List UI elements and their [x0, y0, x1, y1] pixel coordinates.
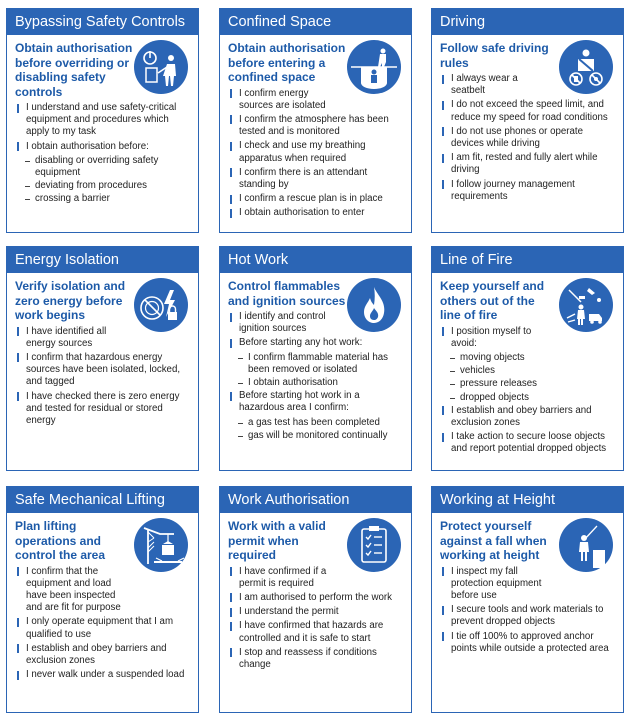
- rule-sub-item: crossing a barrier: [15, 193, 190, 205]
- rule-item: I only operate equipment that I am qualified to use: [15, 616, 190, 640]
- rule-card: [431, 246, 624, 471]
- card-subtitle: Plan lifting operations and control the area: [15, 519, 106, 562]
- rule-card: [219, 246, 412, 471]
- card-title: Work Authorisation: [220, 487, 411, 513]
- rule-item: I have confirmed if a permit is required: [228, 566, 341, 590]
- rule-item: I confirm energy sources are isolated: [228, 88, 341, 112]
- rule-item: I understand the permit: [228, 606, 403, 618]
- rule-item: I identify and control ignition sources: [228, 311, 341, 335]
- permit-checklist-icon: [347, 518, 401, 572]
- rule-item: I stop and reassess if conditions change: [228, 647, 403, 671]
- crane-lift-icon: [134, 518, 188, 572]
- rule-sub-item: I obtain authorisation: [228, 377, 403, 389]
- flame-icon: [347, 278, 401, 332]
- card-body: [432, 513, 623, 655]
- card-subtitle: Keep yourself and others out of the line of fire: [440, 279, 545, 322]
- line-of-fire-icon: [559, 278, 613, 332]
- card-body: [432, 273, 623, 456]
- energy-isolation-icon: [134, 278, 188, 332]
- rule-list: [440, 566, 615, 655]
- rule-list: [228, 88, 403, 220]
- rule-item: I do not use phones or operate devices while driving: [440, 126, 615, 150]
- card-subtitle: Obtain authorisation before entering a confined space: [228, 41, 346, 84]
- rule-card: [431, 8, 624, 233]
- rule-sub-item: pressure releases: [440, 378, 615, 390]
- rule-item: I confirm there is an attendant standing by: [228, 167, 403, 191]
- rule-card: [219, 486, 412, 713]
- rule-item: I have confirmed that hazards are controlled and it is safe to start: [228, 620, 403, 644]
- card-body: [220, 35, 411, 220]
- card-subtitle: Control flammables and ignition sources: [228, 279, 346, 308]
- card-title: Line of Fire: [432, 247, 623, 273]
- rule-list: [15, 326, 190, 428]
- confined-space-icon: [347, 40, 401, 94]
- driver-seatbelt-icon: [559, 40, 613, 94]
- rule-sub-item: gas will be monitored continually: [228, 430, 403, 442]
- fall-protection-icon: [559, 518, 613, 572]
- card-body: [432, 35, 623, 203]
- rule-item: I position myself to avoid:: [440, 326, 553, 350]
- rule-item: I am authorised to perform the work: [228, 592, 403, 604]
- rule-sub-item: disabling or overriding safety equipment: [15, 155, 190, 179]
- rule-item: I check and use my breathing apparatus when required: [228, 140, 403, 164]
- rule-sub-item: moving objects: [440, 352, 615, 364]
- card-title: Working at Height: [432, 487, 623, 513]
- card-title: Driving: [432, 9, 623, 35]
- rule-list: [15, 102, 190, 206]
- card-subtitle: Verify isolation and zero energy before work begins: [15, 279, 126, 322]
- rule-sub-item: I confirm flammable material has been removed or isolated: [228, 352, 403, 376]
- rule-card: [219, 8, 412, 233]
- card-subtitle: Follow safe driving rules: [440, 41, 549, 70]
- rule-sub-item: vehicles: [440, 365, 615, 377]
- card-title: Hot Work: [220, 247, 411, 273]
- rule-item: I follow journey management requirements: [440, 179, 615, 203]
- rule-item: I never walk under a suspended load: [15, 669, 190, 681]
- rule-item: Before starting any hot work:: [228, 337, 403, 349]
- rule-sub-item: dropped objects: [440, 392, 615, 404]
- rule-item: I do not exceed the speed limit, and reduce my speed for road conditions: [440, 99, 615, 123]
- rule-item: I obtain authorisation to enter: [228, 207, 403, 219]
- rule-item: I am fit, rested and fully alert while driving: [440, 152, 615, 176]
- rule-card: [6, 486, 199, 713]
- card-title: Bypassing Safety Controls: [7, 9, 198, 35]
- rule-item: I have checked there is zero energy and tested for residual or stored energy: [15, 391, 190, 428]
- rule-item: I confirm that hazardous energy sources have been isolated, locked, and tagged: [15, 352, 190, 389]
- rule-card: [6, 8, 199, 233]
- rule-list: [15, 566, 190, 682]
- card-body: [220, 273, 411, 442]
- rule-item: Before starting hot work in a hazardous area I confirm:: [228, 390, 403, 414]
- rule-list: [440, 326, 615, 456]
- rule-card: [6, 246, 199, 471]
- rule-sub-item: a gas test has been completed: [228, 417, 403, 429]
- card-subtitle: Obtain authorisation before overriding or disabling safety controls: [15, 41, 133, 99]
- rule-item: I establish and obey barriers and exclusion zones: [440, 405, 615, 429]
- card-body: [7, 273, 198, 427]
- rule-item: I tie off 100% to approved anchor points while outside a protected area: [440, 631, 615, 655]
- rule-item: I take action to secure loose objects and report potential dropped objects: [440, 431, 615, 455]
- card-body: [7, 513, 198, 681]
- card-subtitle: Work with a valid permit when required: [228, 519, 326, 562]
- rule-item: I confirm the atmosphere has been tested and is monitored: [228, 114, 403, 138]
- card-body: [220, 513, 411, 671]
- card-title: Safe Mechanical Lifting: [7, 487, 198, 513]
- rule-item: I confirm that the equipment and load have been inspected and are fit for purpose: [15, 566, 128, 615]
- card-body: [7, 35, 198, 206]
- rule-item: I inspect my fall protection equipment before use: [440, 566, 553, 603]
- rule-item: I confirm a rescue plan is in place: [228, 193, 403, 205]
- card-subtitle: Protect yourself against a fall when working at height: [440, 519, 547, 562]
- rule-item: I obtain authorisation before:: [15, 141, 190, 153]
- card-title: Energy Isolation: [7, 247, 198, 273]
- rule-list: [228, 566, 403, 672]
- rule-sub-item: deviating from procedures: [15, 180, 190, 192]
- authorisation-person-icon: [134, 40, 188, 94]
- rule-item: I secure tools and work materials to prevent dropped objects: [440, 604, 615, 628]
- card-title: Confined Space: [220, 9, 411, 35]
- rule-item: I always wear a seatbelt: [440, 73, 553, 97]
- rule-item: I establish and obey barriers and exclusion zones: [15, 643, 190, 667]
- rule-item: I have identified all energy sources: [15, 326, 128, 350]
- rule-item: I understand and use safety-critical equipment and procedures which apply to my task: [15, 102, 190, 139]
- rule-card: [431, 486, 624, 713]
